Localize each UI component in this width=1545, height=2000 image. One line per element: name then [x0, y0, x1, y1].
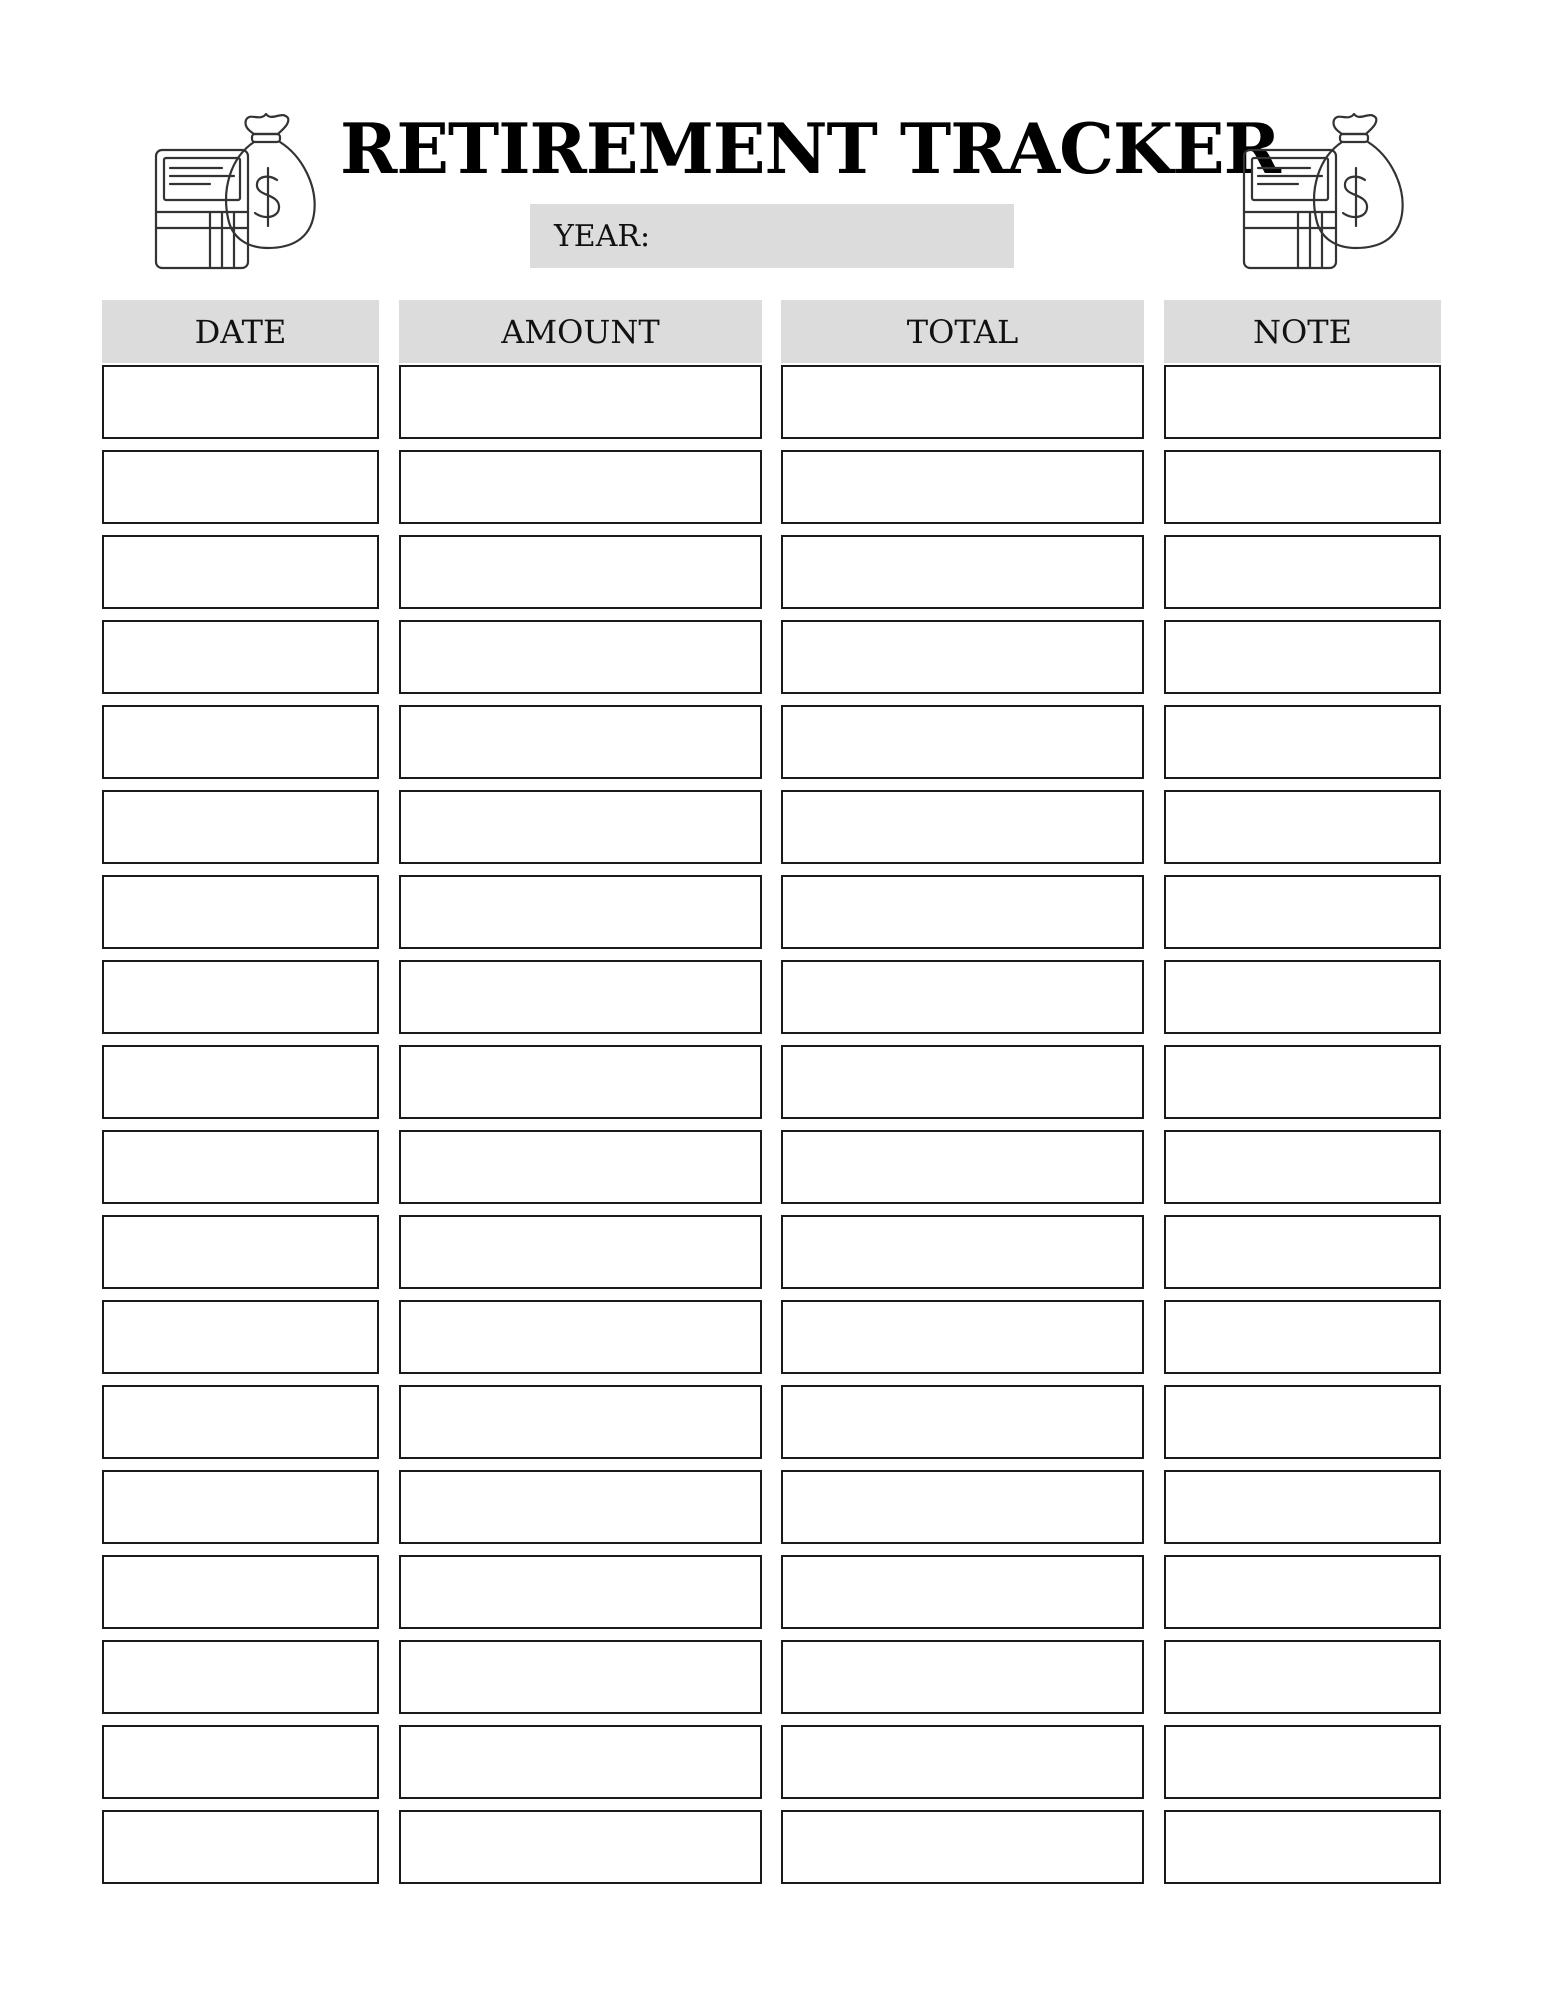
amount-cell[interactable]: [399, 1725, 762, 1799]
amount-cell[interactable]: [399, 450, 762, 524]
note-cell[interactable]: [1164, 1385, 1441, 1459]
note-cell[interactable]: [1164, 960, 1441, 1034]
note-cell[interactable]: [1164, 705, 1441, 779]
date-cell[interactable]: [102, 1385, 379, 1459]
note-cell[interactable]: [1164, 1810, 1441, 1884]
note-cell[interactable]: [1164, 1640, 1441, 1714]
amount-cells: [399, 365, 762, 1884]
date-cell[interactable]: [102, 1130, 379, 1204]
date-cell[interactable]: [102, 1725, 379, 1799]
amount-cell[interactable]: [399, 365, 762, 439]
amount-cell[interactable]: [399, 1130, 762, 1204]
amount-cell[interactable]: [399, 1810, 762, 1884]
amount-cell[interactable]: [399, 1215, 762, 1289]
total-cell[interactable]: [781, 1470, 1144, 1544]
date-cell[interactable]: [102, 620, 379, 694]
total-cell[interactable]: [781, 1640, 1144, 1714]
total-cell[interactable]: [781, 450, 1144, 524]
total-cell[interactable]: [781, 620, 1144, 694]
total-cell[interactable]: [781, 960, 1144, 1034]
year-label: YEAR:: [554, 218, 651, 254]
date-cell[interactable]: [102, 1640, 379, 1714]
total-cell[interactable]: [781, 1725, 1144, 1799]
amount-cell[interactable]: [399, 1385, 762, 1459]
amount-cell[interactable]: [399, 875, 762, 949]
total-cell[interactable]: [781, 535, 1144, 609]
date-cell[interactable]: [102, 1045, 379, 1119]
note-cell[interactable]: [1164, 875, 1441, 949]
note-cell[interactable]: [1164, 1300, 1441, 1374]
total-cell[interactable]: [781, 790, 1144, 864]
note-cell[interactable]: [1164, 365, 1441, 439]
year-field[interactable]: [530, 204, 1014, 268]
column-header-note: NOTE: [1164, 300, 1441, 363]
date-cell[interactable]: [102, 1470, 379, 1544]
note-cell[interactable]: [1164, 1725, 1441, 1799]
note-cell[interactable]: [1164, 1045, 1441, 1119]
note-cell[interactable]: [1164, 1470, 1441, 1544]
date-cells: [102, 365, 379, 1884]
amount-cell[interactable]: [399, 1555, 762, 1629]
total-cell[interactable]: [781, 705, 1144, 779]
amount-cell[interactable]: [399, 705, 762, 779]
amount-cell[interactable]: [399, 1640, 762, 1714]
column-header-date: DATE: [102, 300, 379, 363]
total-cell[interactable]: [781, 365, 1144, 439]
date-cell[interactable]: [102, 365, 379, 439]
date-cell[interactable]: [102, 1555, 379, 1629]
amount-column: [399, 300, 762, 1884]
note-cell[interactable]: [1164, 790, 1441, 864]
date-cell[interactable]: [102, 790, 379, 864]
date-cell[interactable]: [102, 705, 379, 779]
date-cell[interactable]: [102, 1300, 379, 1374]
amount-cell[interactable]: [399, 620, 762, 694]
date-cell[interactable]: [102, 450, 379, 524]
column-header-amount: AMOUNT: [399, 300, 762, 363]
page-title: RETIREMENT TRACKER: [340, 109, 1280, 190]
total-cell[interactable]: [781, 1810, 1144, 1884]
amount-cell[interactable]: [399, 1045, 762, 1119]
note-cell[interactable]: [1164, 535, 1441, 609]
date-cell[interactable]: [102, 1215, 379, 1289]
note-cell[interactable]: [1164, 450, 1441, 524]
total-cells: [781, 365, 1144, 1884]
amount-cell[interactable]: [399, 1300, 762, 1374]
note-column: [1164, 300, 1441, 1884]
column-header-total: TOTAL: [781, 300, 1144, 363]
date-cell[interactable]: [102, 1810, 379, 1884]
total-cell[interactable]: [781, 1555, 1144, 1629]
date-column: [102, 300, 379, 1884]
note-cells: [1164, 365, 1441, 1884]
note-cell[interactable]: [1164, 1555, 1441, 1629]
amount-cell[interactable]: [399, 960, 762, 1034]
money-calculator-icon: [1238, 100, 1408, 270]
total-cell[interactable]: [781, 875, 1144, 949]
note-cell[interactable]: [1164, 1130, 1441, 1204]
amount-cell[interactable]: [399, 535, 762, 609]
total-column: [781, 300, 1144, 1884]
date-cell[interactable]: [102, 960, 379, 1034]
note-cell[interactable]: [1164, 620, 1441, 694]
amount-cell[interactable]: [399, 1470, 762, 1544]
total-cell[interactable]: [781, 1045, 1144, 1119]
total-cell[interactable]: [781, 1385, 1144, 1459]
money-calculator-icon: [150, 100, 320, 270]
note-cell[interactable]: [1164, 1215, 1441, 1289]
amount-cell[interactable]: [399, 790, 762, 864]
total-cell[interactable]: [781, 1215, 1144, 1289]
total-cell[interactable]: [781, 1300, 1144, 1374]
date-cell[interactable]: [102, 535, 379, 609]
date-cell[interactable]: [102, 875, 379, 949]
total-cell[interactable]: [781, 1130, 1144, 1204]
